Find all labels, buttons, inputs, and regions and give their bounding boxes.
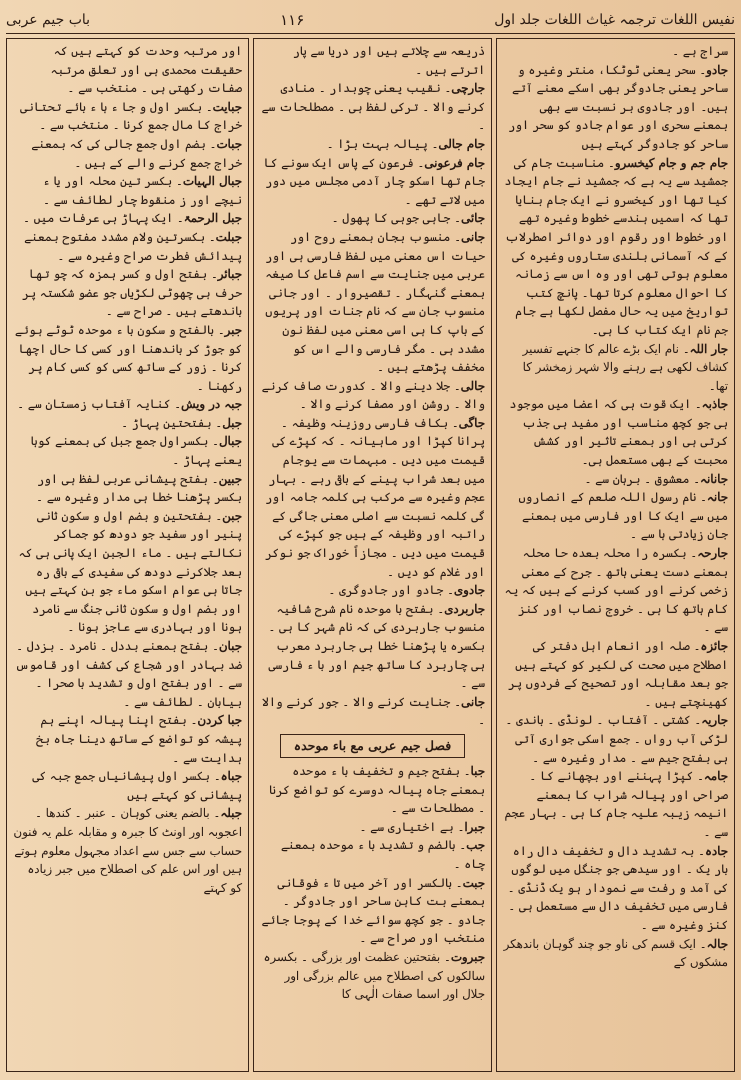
entry-definition: ۔ بالضم و تشدید با ء موحدہ بمعنے چاہ ۔	[280, 838, 485, 871]
dictionary-entry	[503, 340, 728, 396]
entry-definition: ۔ ایک قسم کی ناو جو چند گوہان باندھکر مشکوں کے	[503, 936, 728, 970]
entry-definition: ۔ بالکسر اور آخر میں تا ء فوقانی بمعنے بت کاہن ساحر اور جادوگر ۔ جادو ۔ جو کچھ سوائے خدا کے پوجا جائے منتخب اور صراح سے ۔	[261, 875, 485, 946]
entry-definition: ۔ نام ایک بڑے عالم کا جنہے تفسیر کشاف لکھی ہے رہنے والا شہر زمخشر کا تھا۔	[522, 341, 728, 393]
entry-headword: جانی	[460, 694, 485, 709]
dictionary-entry	[13, 172, 242, 209]
entry-definition: ۔ کپڑا پہننے اور بچھانے کا ۔ صراحی اور پیالہ شراب کا بمعنے انیمہ زیبہ علیہ جام کا ہی ۔ بہار عجم سے ۔	[504, 769, 728, 839]
entry-headword: جامہ	[703, 769, 728, 784]
dictionary-entry	[503, 154, 728, 340]
dictionary-entry	[13, 711, 242, 767]
entry-definition: ۔ بضم اول جمع جالی کی کہ بمعنے خراج جمع کرنے والے کے ہیں ۔	[31, 136, 242, 170]
column-left	[6, 38, 249, 1072]
entry-definition: ۔ معشوق ۔ برہان سے ۔	[584, 471, 701, 486]
dictionary-entry	[503, 637, 728, 711]
entry-definition: ۔ بکسراول جمع جبل کی بمعنے کوہا یعنے پہاڑ ۔	[30, 434, 242, 468]
entry-definition: ۔ بفتحتین و بضم اول و سکون ثانی پنیر اور سفید جو دودھ کو جماکر نکالتے ہیں ۔ ماء الجبن ایک پانی ہی کہ بعد جلاکرنے دودھ کی سفیدی کے باقی رہ جاتا ہی عوام اسکو ماء جو بن کہتے ہیں اور بضم اول و سکون ثانی جنگ سے نامرد ہونا اور بہادری سے عاجز ہونا ۔	[18, 508, 242, 635]
entry-definition: ۔ کنایہ آفتاب زمستان سے ۔	[17, 397, 182, 412]
dictionary-entry	[13, 265, 242, 321]
dictionary-entry	[13, 42, 242, 98]
entry-definition: ۔ بفتح بمعنے بددل ۔ نامرد ۔ بزدل ۔ ضد بہادر اور شجاع کی کشف اور قاموس سے ۔ اور بفتح اول و تشدید با صحرا ۔ بیابان ۔ لطائف سے ۔	[15, 639, 242, 709]
dictionary-entry	[503, 842, 728, 935]
entry-headword: جاگی	[458, 415, 485, 430]
entry-definition: ۔ بکسر اول و جا ء ہا ء بائے تحتانی خراج کا مال جمع کرنا ۔ منتخب سے ۔	[19, 99, 242, 133]
dictionary-entry	[260, 762, 485, 818]
dictionary-entry	[260, 948, 485, 1004]
entry-definition: ۔ نقیب یعنی چوبدار ۔ منادی کرنے والا ۔ ترکی لفظ ہی ۔ مصطلحات سے ۔	[261, 81, 485, 133]
entry-headword: جب	[466, 838, 485, 853]
dictionary-entry	[13, 209, 242, 228]
entry-definition: ذریعہ سے چلاتے ہیں اور دریا سے پار اترتے ہیں ۔	[292, 44, 485, 77]
entry-headword: جام جم و جام کیخسرو	[614, 155, 728, 170]
page-header	[6, 6, 735, 34]
entry-headword: جبین	[218, 471, 242, 486]
section-heading: فصل جیم عربی مع باء موحدہ	[280, 734, 465, 758]
entry-headword: جبال	[218, 434, 242, 449]
entry-headword: جبال الہیات	[182, 174, 242, 189]
entry-definition: ۔ کشتی ۔ آفتاب ۔ لونڈی ۔ باندی ۔ لڑکی آب رواں ۔ جمع اسکی جواری آتی ہی بفتح جیم سے ۔ مدار وغیرہ سے ۔	[505, 713, 728, 765]
dictionary-entry	[260, 135, 485, 154]
entry-headword: جبرا	[464, 819, 485, 834]
entry-definition: اور مرتبہ وحدت کو کہتے ہیں کہ حقیقت محمدی ہی اور تعلق مرتبہ صفات رکھتی ہی ۔ منتخب سے ۔	[50, 44, 242, 96]
dictionary-entry	[13, 135, 242, 172]
dictionary-entry	[13, 637, 242, 711]
entry-headword: جبات	[216, 136, 242, 151]
entry-definition: ۔ بفتح جیم و تخفیف با ء موحدہ بمعنے جاہ پیالہ دوسرے کو تواضع کرنا ۔ مصطلحات سے ۔	[268, 763, 485, 816]
entry-definition: ۔ فرعون کے پاس ایک سونے کا جام تھا اسکو چار آدمی مجلس میں دور میں لاتے تھے ۔	[263, 155, 485, 207]
entry-definition: ۔ بکسر اول پیشانیاں جمع جبہ کی پیشانی کو کہتے ہیں	[32, 769, 242, 802]
entry-headword: جام فرعونی	[424, 155, 485, 170]
entry-headword: جار اللہ	[689, 341, 728, 356]
dictionary-entry	[260, 377, 485, 414]
column-middle	[253, 38, 492, 1072]
entry-headword: جبن	[222, 508, 242, 523]
dictionary-entry	[260, 79, 485, 135]
dictionary-entry	[13, 98, 242, 135]
entry-headword: جبایت	[212, 99, 242, 114]
dictionary-entry	[260, 414, 485, 581]
entry-headword: جانانہ	[700, 471, 728, 486]
dictionary-entry	[260, 581, 485, 600]
dictionary-entry	[260, 836, 485, 873]
entry-headword: جبلہ	[220, 806, 242, 821]
entry-headword: جام جالی	[438, 136, 485, 151]
dictionary-entry	[260, 209, 485, 228]
header-chapter: باب جیم عربی	[6, 11, 91, 28]
dictionary-entry	[260, 874, 485, 948]
entry-headword: جبل	[222, 415, 242, 430]
entry-definition: ۔ بالضم یعنی کوہان ۔ عنبر ۔ کندھا ۔ اعجوبہ اور اونٹ کا جبرہ و مقابلہ علم یہ فنون حساب سے جس سے اعداد مجہول معلوم ہوتے ہیں اور اس علم کی اصطلاح میں جبر زیادہ کو کہتے	[13, 806, 242, 895]
entry-headword: جانہ	[706, 490, 728, 505]
dictionary-entry	[13, 507, 242, 637]
entry-definition: ۔ بفتح اپنا پیالہ اپنے ہم پیشہ کو تواضع کے ساتھ دینا جاہ بخ ہدایت سے ۔	[36, 713, 242, 765]
entry-definition: ۔ سحر یعنی ٹوٹکا، منتر وغیرہ و ساحر یعنی جادوگر بھی اسکے معنے آتے ہیں۔ اور جادوی بر نسبت سے بھی بمعنے سحری اور عوام جادو کو سحر اور ساحر کو جادوگر کہتے ہیں	[508, 62, 728, 151]
entry-definition: ۔ بکسرہ را محلہ بعدہ حا محلہ بمعنے دست یعنی ہاتھ ۔ جرح کے معنی زخمی کرنے اور کسب کرنے کے ہیں کہ یہ کام ہاتھ کا ہی ۔ خروج نصاب اور کنز سے ۔	[504, 546, 728, 635]
column-right	[496, 38, 735, 1072]
entry-definition: ۔ جلا دینے والا ۔ کدورت صاف کرنے والا ۔ روشن اور مصفا کرنے والا ۔	[261, 378, 485, 412]
dictionary-entry	[503, 42, 728, 61]
entry-headword: جائی	[460, 211, 485, 226]
entry-definition: ۔ منسوب بجان بمعنے روح اور حیات اس معنی میں لفظ فارسی ہی اور عربی میں جنایت سے اسم فاعل کا صیغہ بمعنے گنہگار ۔ تقصیروار ۔ اور جانی منسوب جان سے کہ نام جنات اور پریوں کے باپ کا ہی اسی معنی میں لفظ نون مشدد ہی ۔ مگر فارسی والے اس کو مخفف پڑھتے ہیں ۔	[265, 229, 485, 375]
entry-definition: ۔ بالفتح و سکون با ء موحدہ ٹوٹے ہوئے کو جوڑ کر باندھنا اور کسی کا حال اچھا کرنا ۔ زور کے ساتھ کسی کو کسی کام پر رکھنا ۔	[14, 322, 242, 393]
page-number: ۱۱۶	[280, 10, 305, 29]
dictionary-entry	[260, 228, 485, 377]
entry-definition: ۔ بفتح با موحدہ نام شرح شافیہ منسوب جاربردی کی کہ نام شہر کا ہی ۔ بکسرہ یا پڑھنا خطا ہی جاربرد معرب ہی چاربرد کا ساتھ جیم اور با ء فارسی سے ۔	[268, 601, 485, 691]
entry-headword: جاریہ	[701, 713, 728, 728]
dictionary-entry	[13, 395, 242, 414]
entry-headword: جائزہ	[700, 639, 728, 653]
dictionary-entry	[503, 935, 728, 972]
entry-definition: ۔ مناسبت جام کی جمشید سے یہ ہے کہ جمشید نے جام ایجاد کیا تھا اور کیخسرو نے ایک جام بنایا تھا کہ اسمیں ہندسے خطوط وغیرہ تھے اور خطوط اور رقوم اور دوائر اصطرلاب کے کہ آسمانی بلندی ستاروں وغیرہ کی معلوم ہوتی تھی اور وہ اس سے زمانہ کا احوال معلوم کرتا تھا۔ پانچ کتب تواریخ میں یہ حال مفصل لکھا ہے جام جم نام ایک کتاب کا ہی۔	[504, 155, 728, 337]
dictionary-entry	[13, 432, 242, 469]
entry-definition: ۔ بفتح پیشانی عربی لفظ ہی اور بکسر پڑھنا خطا ہی مدار وغیرہ سے ۔	[36, 471, 242, 505]
entry-headword: جبا کردن	[197, 713, 242, 728]
dictionary-entry	[503, 544, 728, 637]
entry-definition: ۔ بے اختیاری سے ۔	[359, 819, 465, 834]
entry-definition: سراج ہے ۔	[672, 44, 728, 58]
dictionary-entry	[503, 711, 728, 767]
entry-definition: ۔ جادو اور جادوگری ۔	[328, 583, 454, 598]
dictionary-entry	[503, 767, 728, 841]
entry-headword: جبر	[224, 322, 242, 337]
dictionary-entry	[260, 42, 485, 79]
dictionary-entry	[13, 470, 242, 507]
column-middle-bottom	[260, 762, 485, 1004]
dictionary-entry	[13, 767, 242, 804]
dictionary-entry	[13, 414, 242, 433]
entry-headword: جبروت	[450, 949, 485, 964]
dictionary-entry	[503, 61, 728, 154]
entry-definition: ۔ پیالہ بہت بڑا ۔	[326, 136, 439, 151]
entry-headword: جبا	[470, 763, 485, 778]
entry-headword: جادہ	[704, 843, 728, 858]
dictionary-entry	[13, 804, 242, 897]
entry-headword: جارحہ	[697, 546, 728, 561]
entry-headword: جالہ	[706, 936, 728, 951]
dictionary-entry	[260, 693, 485, 730]
column-middle-top	[260, 42, 485, 730]
entry-headword: جانی	[460, 229, 485, 244]
entry-headword: جاذبہ	[701, 397, 728, 412]
entry-definition: ۔ ایک قوت ہی کہ اعضا میں موجود ہی جو کچھ مناسب اور مفید ہی جذب کرتی ہی اور بمعنے تاثیر اور کشش محبت کے بھی مستعمل ہی۔	[509, 397, 728, 468]
entry-headword: جبل الرحمۃ	[183, 211, 242, 226]
dictionary-entry	[503, 395, 728, 469]
entry-definition: ۔ جنایت کرنے والا ۔ جور کرنے والا ۔	[261, 694, 485, 728]
dictionary-entry	[503, 488, 728, 544]
entry-headword: جادوی	[453, 583, 485, 598]
entry-definition: ۔ بفتحتین پہاڑ ۔	[121, 415, 223, 430]
entry-definition: ۔ بفتح اول و کسر ہمزہ کہ چو تھا حرف ہی چھوٹی لکڑیاں جو عضو شکستہ پر باندھتے ہیں ۔ صراح سے ۔	[22, 267, 242, 319]
dictionary-entry	[503, 470, 728, 489]
dictionary-entry	[260, 818, 485, 837]
entry-headword: جارچی	[451, 81, 485, 96]
entry-definition: ۔ بفتحتین عظمت اور بزرگی ۔ بکسرہ سالکوں کی اصطلاح میں عالم بزرگی اور جلال اور اسما صفات الٰہی کا	[263, 949, 485, 1002]
dictionary-entry	[13, 228, 242, 265]
dictionary-entry	[13, 321, 242, 395]
entry-definition: ۔ نام رسول اللہ صلعم کے انصاروں میں سے ایک کا اور فارسی میں بمعنے جان زیادتی ہا سے ۔	[518, 490, 728, 542]
entry-headword: جادو	[706, 62, 728, 77]
dictionary-entry	[260, 154, 485, 210]
entry-headword: جبلت	[215, 229, 242, 244]
entry-definition: ۔ بکسرتین ولام مشدد مفتوح بمعنے پیدائش فطرت صراح وغیرہ سے ۔	[24, 229, 242, 263]
entry-headword: جبان	[218, 639, 242, 653]
entry-definition: ۔ صلہ اور انعام اہل دفتر کی اصطلاح میں صحت کی لکیر کو کہتے ہیں جو بعد مقابلہ اور تصحیح کے فردوں پر کھینچتے ہیں ۔	[508, 639, 728, 709]
entry-headword: جالی	[460, 378, 485, 393]
entry-headword: جاربردی	[444, 601, 485, 616]
dictionary-entry	[260, 600, 485, 693]
entry-definition: ۔ بکسر تین محلہ اور یا ء نیچے اور ز منقوط چار لطائف سے ۔	[42, 174, 242, 207]
entry-definition: ۔ جاہی جوہی کا پھول ۔	[331, 211, 461, 226]
entry-definition: ۔ ایک پہاڑ ہی عرفات میں ۔	[22, 211, 184, 226]
entry-headword: جبائر	[217, 267, 242, 282]
entry-headword: جباہ	[220, 769, 242, 784]
entry-headword: جبہ در ویش	[181, 397, 242, 412]
entry-headword: جبت	[462, 875, 485, 890]
entry-definition: ۔ بہ تشدید دال و تخفیف دال راہ بار یک ۔ اور سیدھی جو جنگل میں لوگوں کی آمد و رفت سے نمودار ہو یک ڈنڈی ۔ فارسی میں تخفیف دال سے مستعمل ہی ۔ کنز وغیرہ سے ۔	[507, 843, 728, 932]
entry-definition: ۔ بکاف فارسی روزینہ وظیفہ ۔ پرانا کپڑا اور ماہیانہ ۔ کہ کپڑے کی قیمت میں دیں ۔ مبہمات سے یوجام میں بعد شراب پینے کے باقی رہے ۔ بہار عجم وغیرہ سے مرکب ہی کلمہ جامہ اور گی کلمہ نسبت سے اصلی معنی جاگی کے راتبہ اور وظیفہ کے ہیں جو کپڑے کی قیمت میں دیں ۔ مجازاً خوراک جو نوکر اور غلام کو دیں ۔	[265, 415, 485, 579]
header-book-title: نفیس اللغات ترجمہ غیاث اللغات جلد اول	[494, 11, 735, 28]
